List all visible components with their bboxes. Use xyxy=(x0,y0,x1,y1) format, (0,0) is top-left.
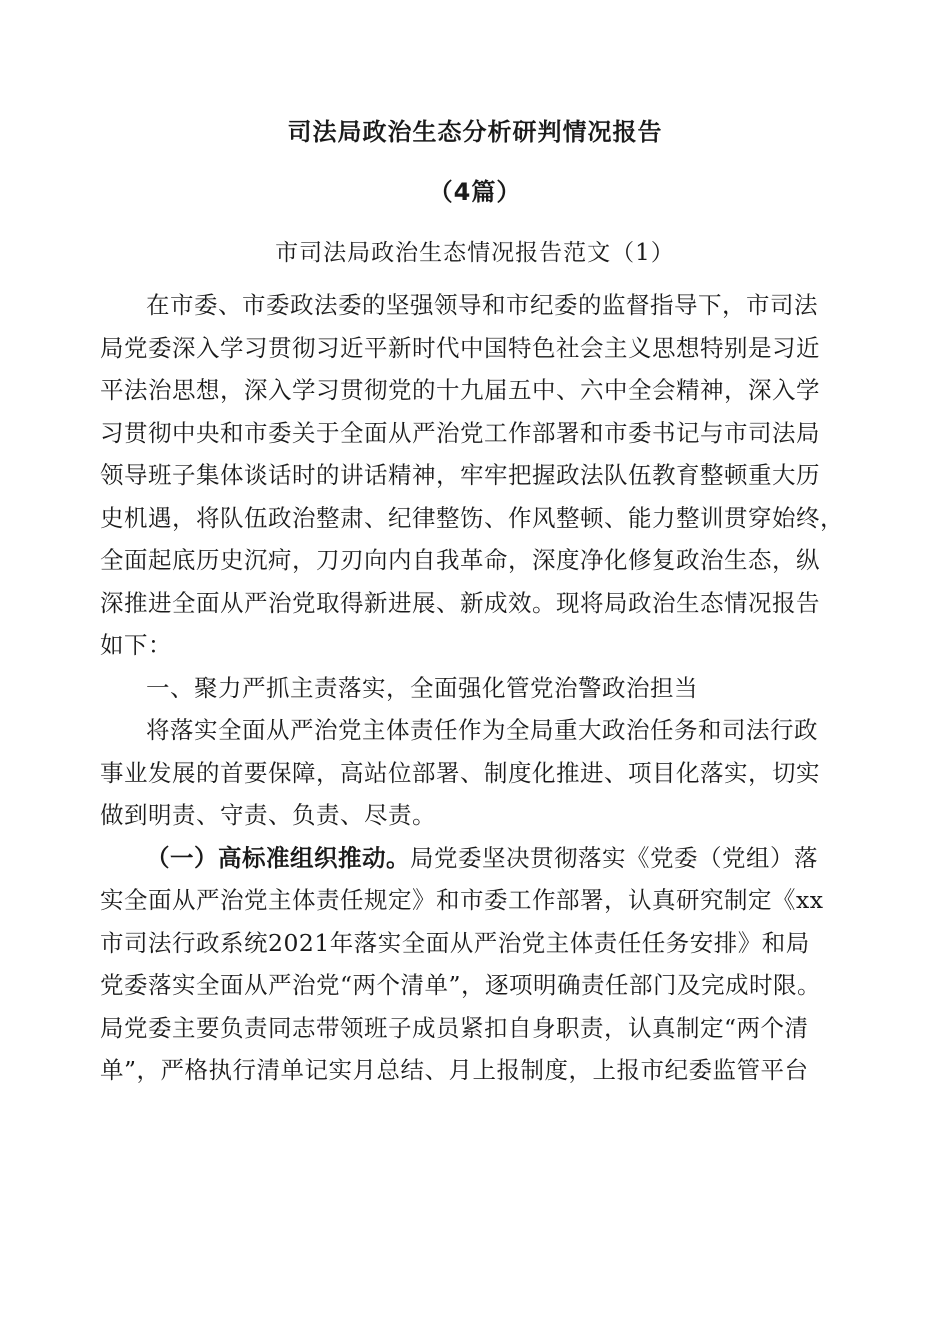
document-title: 司法局政治生态分析研判情况报告 xyxy=(287,118,663,146)
text-line: 局党委深入学习贯彻习近平新时代中国特色社会主义思想特别是习近 xyxy=(100,333,820,362)
subsection-lead: （一）高标准组织推动。 xyxy=(146,843,410,872)
paragraph-intro xyxy=(100,284,866,667)
text-line: 习贯彻中央和市委关于全面从严治党工作部署和市委书记与市司法局 xyxy=(100,418,820,447)
text-line: 平法治思想，深入学习贯彻党的十九届五中、六中全会精神，深入学 xyxy=(100,376,820,404)
text-line: 党委落实全面从严治党“两个清单”，逐项明确责任部门及完成时限。 xyxy=(100,971,822,999)
text-line xyxy=(146,837,866,880)
text-line: 做到明责、守责、负责、尽责。 xyxy=(100,801,436,829)
text-line: 局党委主要负责同志带领班子成员紧扣自身职责，认真制定“两个清 xyxy=(100,1013,809,1042)
section-heading-1 xyxy=(146,667,866,710)
text-line: 将落实全面从严治党主体责任作为全局重大政治任务和司法行政 xyxy=(146,716,818,744)
paragraph-section-1 xyxy=(100,709,866,837)
document-subtitle: 市司法局政治生态情况报告范文（1） xyxy=(275,240,675,266)
text-line: 领导班子集体谈话时的讲话精神，牢牢把握政法队伍教育整顿重大历 xyxy=(100,461,820,489)
text-line: 深推进全面从严治党取得新进展、新成效。现将局政治生态情况报告 xyxy=(100,588,820,617)
text-line: 事业发展的首要保障，高站位部署、制度化推进、项目化落实，切实 xyxy=(100,758,820,787)
document-body xyxy=(100,284,866,1092)
text-line: 单”，严格执行清单记实月总结、月上报制度，上报市纪委监管平台 xyxy=(100,1056,809,1084)
text-line: 在市委、市委政法委的坚强领导和市纪委的监督指导下，市司法 xyxy=(146,291,818,319)
paragraph-subsection-1 xyxy=(100,837,866,1092)
text-line: 如下： xyxy=(100,631,172,659)
subsection-lead-rest: 局党委坚决贯彻落实《党委（党组）落 xyxy=(410,843,818,872)
text-line: 全面起底历史沉疴，刀刃向内自我革命，深度净化修复政治生态，纵 xyxy=(100,546,820,574)
text-line: 实全面从严治党主体责任规定》和市委工作部署，认真研究制定《xx xyxy=(100,886,824,914)
text-line: 市司法行政系统2021年落实全面从严治党主体责任任务安排》和局 xyxy=(100,928,810,957)
document-count: （4篇） xyxy=(428,178,522,206)
text-line: 一、聚力严抓主责落实，全面强化管党治警政治担当 xyxy=(146,673,698,702)
text-line: 史机遇，将队伍政治整肃、纪律整饬、作风整顿、能力整训贯穿始终， xyxy=(100,503,844,532)
